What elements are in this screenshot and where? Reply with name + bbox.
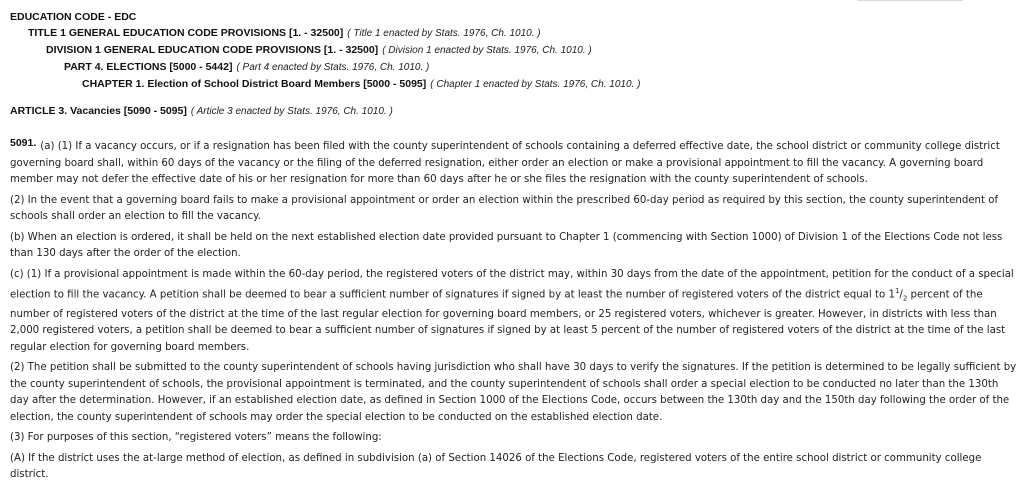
part-note: ( Part 4 enacted by Stats. 1976, Ch. 1010. ) <box>236 62 430 73</box>
top-divider <box>857 0 963 1</box>
article-note: ( Article 3 enacted by Stats. 1976, Ch. 1010. ) <box>190 106 393 117</box>
division-note: ( Division 1 enacted by Stats. 1976, Ch. 1010. ) <box>382 45 592 56</box>
section-body <box>10 135 1020 488</box>
fraction-numerator: 1 <box>894 287 900 295</box>
paragraph-a2: (2) In the event that a governing board fails to make a provisional appointment or order an election within the prescribed 60-day period as required by this section, the county superintendent of schools shall order an election to fill the vacancy. <box>10 194 999 222</box>
division-label[interactable]: DIVISION 1 GENERAL EDUCATION CODE PROVISIONS [1. - 32500] <box>46 44 379 56</box>
title-label[interactable]: TITLE 1 GENERAL EDUCATION CODE PROVISIONS [1. - 32500] <box>28 27 344 39</box>
article-heading[interactable] <box>10 105 393 117</box>
paragraph-c1-text-before: (c) (1) If a provisional appointment is made within the 60-day period, the registered voters of the district may, within 30 days from the date of the appointment, petition for the conduct of a special election to fill the vacancy. A petition shall be deemed to bear a sufficient number of signatures if signed by at least the number of registered voters of the district equal to 1 <box>10 268 1014 301</box>
title-note: ( Title 1 enacted by Stats. 1976, Ch. 1010. ) <box>347 28 541 39</box>
title-heading[interactable] <box>28 25 640 42</box>
paragraph-c3: (3) For purposes of this section, “registered voters” means the following: <box>10 432 382 444</box>
code-label: EDUCATION CODE - EDC <box>10 11 137 23</box>
division-heading[interactable] <box>46 42 640 59</box>
fraction-slash: / <box>899 289 903 301</box>
article-label[interactable]: ARTICLE 3. Vacancies [5090 - 5095] <box>10 105 187 117</box>
paragraph-a1 <box>10 135 1020 189</box>
paragraph-b: (b) When an election is ordered, it shall be held on the next established election date provided pursuant to Chapter 1 (commencing with Section 1000) of Division 1 of the Elections Code not less than 130 days after the order of the election. <box>10 231 1003 259</box>
part-heading[interactable] <box>64 59 640 76</box>
paragraph-cA: (A) If the district uses the at-large method of election, as defined in subdivision (a) of Section 14026 of the Elections Code, registered voters of the entire school district or community college district. <box>10 452 982 481</box>
code-hierarchy <box>10 9 640 93</box>
paragraph-c1 <box>10 267 1020 357</box>
chapter-heading[interactable] <box>82 76 640 93</box>
paragraph-c1-text-after: percent of the number of registered voters of the district at the time of the last regular election for governing board members, or 25 registered voters, whichever is greater. However, in districts with less than 2,000 registered voters, a petition shall be deemed to bear a sufficient number of signatures if signed by at least 5 percent of the number of registered voters of the district at the time of the last regular election for governing board members. <box>10 289 1006 353</box>
chapter-label[interactable]: CHAPTER 1. Election of School District Board Members [5000 - 5095] <box>82 78 427 90</box>
paragraph-c2: (2) The petition shall be submitted to the county superintendent of schools having jurisdiction who shall have 30 days to verify the signatures. If the petition is determined to be legally sufficient by the county superintendent of schools, the provisional appointment is terminated, and the county superintendent of schools shall order a special election to be conducted no later than the 130th day after the determination. However, if an established election date, as defined in Section 1000 of the Elections Code, occurs between the 130th day and the 150th day following the order of the election, the county superintendent of schools may order the special election to be conducted on the established election date. <box>10 362 1017 423</box>
paragraph-a1-text: (a) (1) If a vacancy occurs, or if a resignation has been filed with the county superintendent of schools containing a deferred effective date, the school district or community college district governing board shall, within 60 days of the vacancy or the filing of the deferred resignation, either order an election or make a provisional appointment to fill the vacancy. A governing board member may not defer the effective date of his or her resignation for more than 60 days after he or she files the resignation with the county superintendent of schools. <box>10 141 1000 185</box>
fraction-denominator: 2 <box>902 294 908 303</box>
chapter-note: ( Chapter 1 enacted by Stats. 1976, Ch. 1010. ) <box>430 79 641 90</box>
part-label[interactable]: PART 4. ELECTIONS [5000 - 5442] <box>64 61 233 73</box>
section-number: 5091. <box>10 137 37 149</box>
code-heading <box>10 9 640 25</box>
